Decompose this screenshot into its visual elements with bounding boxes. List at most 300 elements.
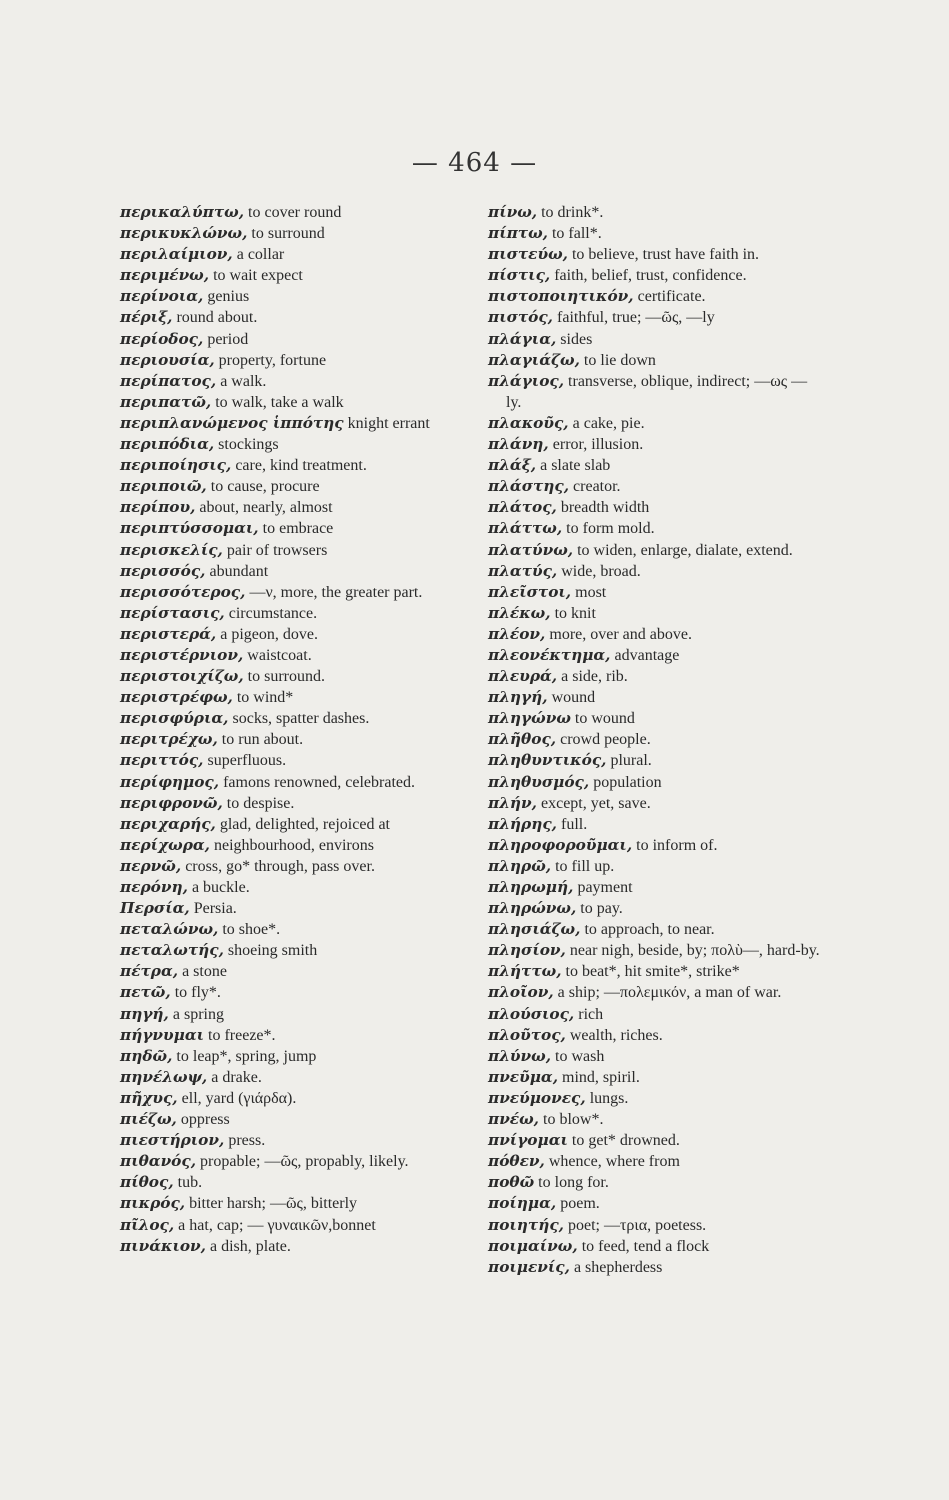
page-number: — 464 — (411, 148, 538, 178)
greek-headword: πηνέλωψ, (120, 1067, 208, 1086)
dictionary-entry (120, 476, 462, 497)
english-definition: abundant (205, 562, 269, 580)
english-definition: certificate. (633, 288, 706, 306)
dictionary-entry (488, 329, 822, 350)
dictionary-entry (488, 1257, 822, 1278)
greek-headword: περιπλανώμενος ἱππότης (120, 413, 344, 432)
dictionary-entry (120, 518, 462, 539)
dictionary-entry (488, 624, 822, 645)
english-definition: population (589, 773, 662, 791)
english-definition: —ν, more, the greater part. (245, 583, 423, 601)
greek-headword: περιποίησις, (120, 456, 232, 475)
greek-headword: περικυκλώνω, (120, 224, 248, 243)
dictionary-entry (120, 392, 462, 413)
english-definition: a side, rib. (557, 668, 628, 686)
english-definition: to walk, take a walk (211, 393, 344, 411)
greek-headword: περιπόδια, (120, 435, 215, 454)
english-definition: poet; —τρια, poetess. (563, 1216, 707, 1234)
english-definition: to run about. (217, 731, 304, 749)
dictionary-entry (488, 940, 822, 961)
greek-headword: πληθυσμός, (488, 772, 590, 791)
dictionary-entry (488, 961, 822, 982)
greek-headword: πλήττω, (488, 962, 562, 981)
dictionary-entry (488, 561, 822, 582)
english-definition: to believe, trust have faith in. (567, 246, 760, 264)
english-definition: bitter harsh; —ῶς, bitterly (185, 1195, 358, 1213)
dictionary-entry (120, 1067, 462, 1088)
greek-headword: πετῶ, (120, 983, 171, 1002)
english-definition: to shoe*. (218, 921, 281, 939)
dictionary-entry (488, 371, 822, 413)
english-definition: a pigeon, dove. (216, 625, 318, 643)
dictionary-entry (488, 877, 822, 898)
english-definition: to beat*, hit smite*, strike* (561, 963, 740, 981)
greek-headword: πινάκιον, (120, 1236, 206, 1255)
english-definition: a hat, cap; — γυναικῶν,bonnet (174, 1216, 376, 1234)
greek-headword: περιττός, (120, 751, 204, 770)
dictionary-entry (488, 1193, 822, 1214)
dictionary-entry (120, 729, 462, 750)
greek-headword: πλάττω, (488, 519, 563, 538)
dictionary-entry (120, 1215, 462, 1236)
english-definition: to feed, tend a flock (577, 1237, 710, 1255)
greek-headword: περιποιῶ, (120, 477, 207, 496)
dictionary-entry (488, 413, 822, 434)
greek-headword: περίχωρα, (120, 835, 210, 854)
english-definition: a buckle. (187, 879, 250, 896)
english-definition: transverse, oblique, indirect; —ως —ly. (506, 372, 808, 411)
english-definition: to cover round (244, 204, 342, 221)
english-definition: to freeze*. (204, 1026, 276, 1044)
greek-headword: περιτρέχω, (120, 730, 218, 749)
greek-headword: πηδῶ, (120, 1046, 173, 1065)
greek-headword: πῆχυς, (120, 1088, 178, 1107)
dictionary-entry (120, 540, 462, 561)
dictionary-entry (120, 497, 462, 518)
english-definition: to form mold. (562, 520, 655, 538)
dictionary-entry (488, 1109, 822, 1130)
greek-headword: πλαγιάζω, (488, 350, 580, 369)
english-definition: to despise. (222, 794, 295, 812)
greek-headword: πνεύμονες, (488, 1088, 586, 1107)
greek-headword: πέριξ, (120, 308, 173, 327)
greek-headword: πλοῖον, (488, 983, 554, 1002)
greek-headword: περιπτύσσομαι, (120, 519, 259, 538)
english-definition: poem. (556, 1195, 600, 1213)
dictionary-entry (120, 919, 462, 940)
dictionary-entry (120, 898, 462, 919)
greek-headword: πλῆθος, (488, 730, 557, 749)
dictionary-entry (488, 919, 822, 940)
greek-headword: περίπατος, (120, 371, 217, 390)
dictionary-entry (120, 307, 462, 328)
dictionary-entry (488, 455, 822, 476)
dictionary-entry (488, 1151, 822, 1172)
greek-headword: πήγνυμαι (120, 1025, 205, 1044)
greek-headword: πληρῶ, (488, 856, 552, 875)
dictionary-entry (120, 877, 462, 898)
left-column (120, 202, 462, 1257)
english-definition: to knit (550, 604, 596, 622)
english-definition: to blow*. (539, 1111, 604, 1129)
dictionary-entry (120, 350, 462, 371)
greek-headword: περίστασις, (120, 603, 225, 622)
dictionary-entry (488, 772, 822, 793)
dictionary-entry (488, 666, 822, 687)
english-definition: plural. (606, 752, 652, 770)
dictionary-entry (120, 1046, 462, 1067)
greek-headword: πλεῖστοι, (488, 582, 572, 601)
greek-headword: πηγή, (120, 1004, 169, 1023)
english-definition: to leap*, spring, jump (172, 1047, 317, 1065)
dictionary-entry (488, 286, 822, 307)
dictionary-entry (120, 961, 462, 982)
dictionary-entry (488, 814, 822, 835)
english-definition: to drink*. (537, 204, 604, 221)
dictionary-entry (120, 202, 462, 223)
greek-headword: πλησίον, (488, 941, 566, 960)
english-definition: more, over and above. (545, 625, 692, 643)
greek-headword: πλύνω, (488, 1046, 552, 1065)
greek-headword: πεταλωτής, (120, 941, 224, 960)
greek-headword: περισσός, (120, 561, 206, 580)
english-definition: a ship; —πολεμικόν, a man of war. (553, 984, 782, 1002)
dictionary-entry (488, 540, 822, 561)
english-definition: most (571, 583, 607, 601)
dictionary-entry (120, 455, 462, 476)
english-definition: wide, broad. (557, 562, 641, 580)
dictionary-entry (488, 856, 822, 877)
english-definition: to fall*. (547, 225, 602, 243)
dictionary-entry (488, 497, 822, 518)
english-definition: shoeing smith (223, 942, 318, 960)
english-definition: whence, where from (544, 1153, 680, 1171)
greek-headword: πλοῦτος, (488, 1025, 566, 1044)
greek-headword: περιστοιχίζω, (120, 667, 244, 686)
greek-headword: περιπατῶ, (120, 392, 212, 411)
dictionary-entry (488, 307, 822, 328)
english-definition: oppress (176, 1111, 230, 1129)
greek-headword: πλάτος, (488, 498, 557, 517)
dictionary-entry (488, 793, 822, 814)
english-definition: except, yet, save. (536, 794, 651, 812)
dictionary-entry (488, 687, 822, 708)
english-definition: breadth width (556, 499, 650, 517)
greek-headword: πνέω, (488, 1110, 539, 1129)
dictionary-entry (120, 687, 462, 708)
dictionary-entry (120, 708, 462, 729)
dictionary-entry (120, 1130, 462, 1151)
english-definition: to inform of. (632, 836, 718, 854)
english-definition: to long for. (534, 1174, 609, 1192)
dictionary-entry (120, 835, 462, 856)
dictionary-entry (488, 1025, 822, 1046)
dictionary-entry (488, 518, 822, 539)
greek-headword: πεταλώνω, (120, 920, 219, 939)
english-definition: rich (574, 1005, 604, 1023)
greek-headword: ποιητής, (488, 1215, 564, 1234)
dictionary-entry (488, 1046, 822, 1067)
english-definition: to wound (570, 710, 635, 728)
english-definition: near nigh, beside, by; πολὺ—, hard-by. (565, 942, 820, 960)
english-definition: cross, go* through, pass over. (181, 857, 375, 875)
english-definition: a spring (168, 1005, 224, 1023)
greek-headword: ποθῶ (488, 1173, 535, 1192)
english-definition: wealth, riches. (565, 1026, 663, 1044)
dictionary-entry (488, 1236, 822, 1257)
greek-headword: πλατύς, (488, 561, 558, 580)
english-definition: a walk. (216, 372, 267, 390)
english-definition: error, illusion. (548, 436, 644, 454)
english-definition: to wait expect (209, 267, 303, 285)
greek-headword: πόθεν, (488, 1152, 545, 1171)
greek-headword: πλησιάζω, (488, 920, 581, 939)
english-definition: care, kind treatment. (231, 457, 367, 475)
english-definition: a collar (232, 246, 285, 264)
greek-headword: ποιμαίνω, (488, 1236, 578, 1255)
greek-headword: περίπου, (120, 498, 196, 517)
dictionary-entry (120, 582, 462, 603)
greek-headword: πιεστήριον, (120, 1131, 225, 1150)
dictionary-entry (120, 1088, 462, 1109)
dictionary-entry (120, 814, 462, 835)
dictionary-entry (120, 265, 462, 286)
greek-headword: πλάξ, (488, 456, 537, 475)
english-definition: neighbourhood, environs (209, 836, 374, 854)
english-definition: about, nearly, almost (195, 499, 333, 517)
english-definition: to widen, enlarge, dialate, extend. (573, 541, 793, 559)
greek-headword: περίνοια, (120, 287, 204, 306)
greek-headword: πλακοῦς, (488, 413, 569, 432)
greek-headword: πλεονέκτημα, (488, 645, 611, 664)
greek-headword: περιφρονῶ, (120, 793, 223, 812)
greek-headword: πίστις, (488, 266, 551, 285)
greek-headword: περισφύρια, (120, 709, 229, 728)
greek-headword: περιστερά, (120, 624, 217, 643)
greek-headword: πιστεύω, (488, 245, 568, 264)
greek-headword: πνεῦμα, (488, 1067, 559, 1086)
english-definition: a stone (178, 963, 227, 981)
dictionary-entry (488, 1004, 822, 1025)
english-definition: circumstance. (224, 604, 318, 622)
greek-headword: περιουσία, (120, 350, 215, 369)
english-definition: to wash (551, 1047, 605, 1065)
greek-headword: πλάγιος, (488, 371, 565, 390)
english-definition: to lie down (579, 351, 656, 369)
english-definition: round about. (172, 309, 258, 327)
greek-headword: πληγώνω (488, 709, 571, 728)
dictionary-entry (488, 1172, 822, 1193)
greek-headword: Περσία, (120, 899, 190, 918)
dictionary-entry (120, 940, 462, 961)
right-column (488, 202, 822, 1278)
dictionary-entry (120, 982, 462, 1003)
english-definition: a cake, pie. (568, 414, 645, 432)
dictionary-entry (120, 1193, 462, 1214)
dictionary-entry (120, 434, 462, 455)
greek-headword: πίπτω, (488, 224, 548, 243)
greek-headword: πίθος, (120, 1173, 174, 1192)
dictionary-entry (120, 666, 462, 687)
greek-headword: πῖλος, (120, 1215, 175, 1234)
english-definition: propable; —ῶς, propably, likely. (196, 1153, 409, 1171)
dictionary-entry (120, 645, 462, 666)
dictionary-entry (488, 645, 822, 666)
dictionary-entry (488, 1215, 822, 1236)
dictionary-entry (488, 223, 822, 244)
english-definition: superfluous. (203, 752, 287, 770)
greek-headword: ποίημα, (488, 1194, 557, 1213)
english-definition: ell, yard (γιάρδα). (177, 1089, 297, 1107)
english-definition: to fill up. (551, 857, 615, 875)
dictionary-entry (488, 202, 822, 223)
dictionary-entry (120, 244, 462, 265)
greek-headword: περίοδος, (120, 329, 204, 348)
greek-headword: πλάγια, (488, 329, 557, 348)
greek-headword: περιμένω, (120, 266, 210, 285)
greek-headword: πλάστης, (488, 477, 570, 496)
greek-headword: πλευρά, (488, 667, 558, 686)
english-definition: faithful, true; —ῶς, —ly (553, 309, 715, 327)
dictionary-entry (488, 982, 822, 1003)
english-definition: property, fortune (214, 351, 327, 369)
english-definition: genius (203, 288, 250, 306)
english-definition: a drake. (207, 1068, 262, 1086)
dictionary-entry (488, 476, 822, 497)
english-definition: to surround. (243, 668, 325, 686)
english-definition: to wind* (232, 689, 294, 707)
english-definition: period (203, 330, 249, 348)
greek-headword: πλήν, (488, 793, 537, 812)
dictionary-entry (488, 582, 822, 603)
dictionary-entry (488, 1088, 822, 1109)
english-definition: glad, delighted, rejoiced at (215, 815, 390, 833)
greek-headword: ποιμενίς, (488, 1257, 570, 1276)
greek-headword: πέτρα, (120, 962, 179, 981)
dictionary-entry (120, 856, 462, 877)
dictionary-entry (120, 793, 462, 814)
dictionary-entry (120, 1109, 462, 1130)
dictionary-entry (488, 265, 822, 286)
greek-headword: πλούσιος, (488, 1004, 575, 1023)
greek-headword: πληροφοροῦμαι, (488, 835, 633, 854)
english-definition: to cause, procure (206, 478, 320, 496)
greek-headword: περιλαίμιον, (120, 245, 233, 264)
dictionary-entry (488, 434, 822, 455)
english-definition: crowd people. (556, 731, 651, 749)
dictionary-entry (120, 772, 462, 793)
english-definition: to approach, to near. (580, 921, 715, 939)
dictionary-entry (488, 729, 822, 750)
dictionary-entry (120, 1151, 462, 1172)
english-definition: a dish, plate. (206, 1237, 291, 1255)
dictionary-entry (120, 286, 462, 307)
dictionary-entry (120, 1236, 462, 1257)
english-definition: full. (556, 815, 588, 833)
greek-headword: περιχαρής, (120, 814, 216, 833)
greek-headword: πληρώνω, (488, 899, 577, 918)
greek-headword: πίνω, (488, 203, 538, 221)
english-definition: tub. (173, 1174, 203, 1192)
greek-headword: περιστρέφω, (120, 688, 233, 707)
greek-headword: πληθυντικός, (488, 751, 607, 770)
dictionary-entry (488, 350, 822, 371)
dictionary-entry (488, 1067, 822, 1088)
english-definition: creator. (569, 478, 621, 496)
greek-headword: πλέκω, (488, 603, 551, 622)
greek-headword: πιθανός, (120, 1152, 197, 1171)
greek-headword: πιέζω, (120, 1110, 177, 1129)
dictionary-entry (120, 624, 462, 645)
greek-headword: πνίγομαι (488, 1131, 568, 1150)
english-definition: sides (556, 330, 593, 348)
dictionary-entry (120, 1025, 462, 1046)
english-definition: stockings (214, 436, 279, 454)
english-definition: to embrace (258, 520, 334, 538)
greek-headword: περίφημος, (120, 772, 220, 791)
english-definition: a shepherdess (569, 1258, 663, 1276)
greek-headword: περιστέρνιον, (120, 645, 244, 664)
greek-headword: πληγή, (488, 688, 548, 707)
greek-headword: πικρός, (120, 1194, 186, 1213)
english-definition: payment (573, 879, 633, 896)
english-definition: socks, spatter dashes. (228, 710, 370, 728)
greek-headword: περνῶ, (120, 856, 182, 875)
greek-headword: περισκελίς, (120, 540, 223, 559)
dictionary-entry (120, 750, 462, 771)
greek-headword: πιστοποιητικόν, (488, 287, 634, 306)
dictionary-entry (488, 898, 822, 919)
greek-headword: περικαλύπτω, (120, 203, 245, 221)
english-definition: pair of trowsers (222, 541, 328, 559)
english-definition: wound (547, 689, 596, 707)
english-definition: famons renowned, celebrated. (219, 773, 415, 791)
dictionary-entry (120, 561, 462, 582)
dictionary-entry (488, 708, 822, 729)
greek-headword: πλέον, (488, 624, 546, 643)
dictionary-entry (120, 329, 462, 350)
greek-headword: περισσότερος, (120, 582, 246, 601)
dictionary-entry (488, 835, 822, 856)
english-definition: lungs. (585, 1089, 629, 1107)
english-definition: press. (224, 1132, 266, 1150)
dictionary-entry (120, 603, 462, 624)
dictionary-entry (120, 223, 462, 244)
english-definition: faith, belief, trust, confidence. (550, 267, 747, 285)
greek-headword: πιστός, (488, 308, 554, 327)
dictionary-entry (488, 750, 822, 771)
english-definition: knight errant (343, 414, 430, 432)
dictionary-entry (488, 603, 822, 624)
dictionary-entry (120, 1004, 462, 1025)
dictionary-entry (120, 413, 462, 434)
english-definition: to surround (247, 225, 325, 243)
dictionary-entry (120, 1172, 462, 1193)
dictionary-entry (488, 244, 822, 265)
english-definition: to fly*. (170, 984, 221, 1002)
english-definition: Persia. (189, 900, 237, 918)
english-definition: waistcoat. (243, 646, 312, 664)
dictionary-entry (488, 1130, 822, 1151)
greek-headword: πληρωμή, (488, 878, 574, 896)
english-definition: to pay. (576, 900, 623, 918)
english-definition: advantage (610, 646, 680, 664)
greek-headword: περόνη, (120, 878, 188, 896)
english-definition: mind, spiril. (558, 1068, 640, 1086)
english-definition: to get* drowned. (567, 1132, 680, 1150)
greek-headword: πλήρης, (488, 814, 557, 833)
greek-headword: πλάνη, (488, 435, 549, 454)
